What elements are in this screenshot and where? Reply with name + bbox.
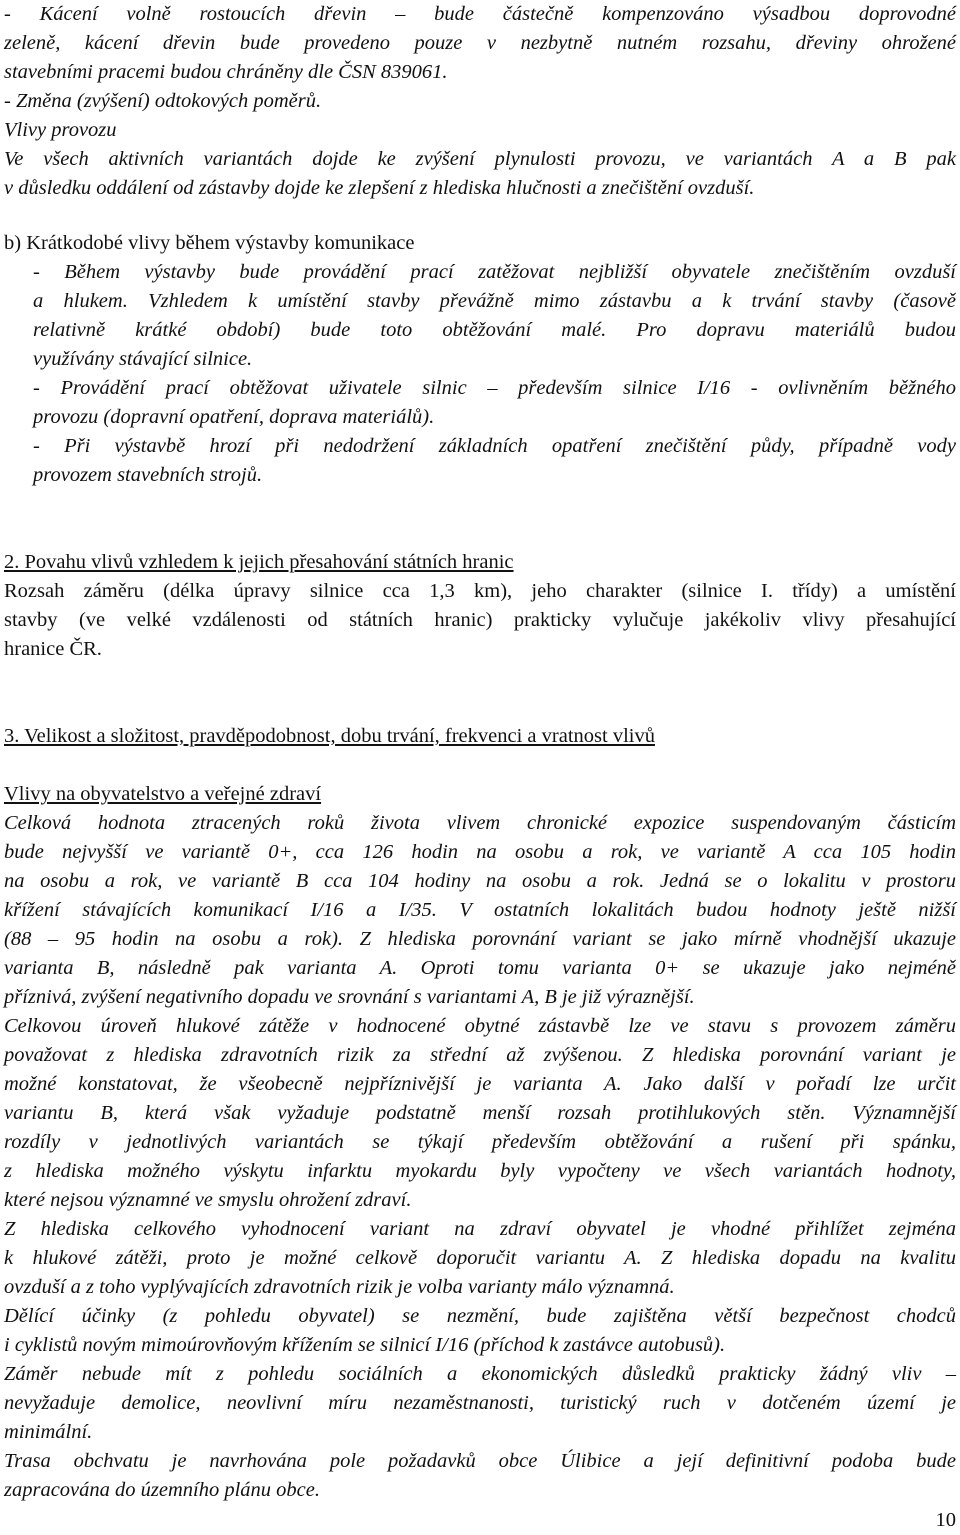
- text-line: považovat z hlediska zdravotních rizik za střední až zvýšenou. Z hlediska porovnání variant je: [4, 1044, 956, 1066]
- text-line: bude nejvyšší ve variantě 0+, cca 126 hodin na osobu a rok, ve variantě A cca 105 hodin: [4, 841, 956, 863]
- section-heading: 3. Velikost a složitost, pravděpodobnost, dobu trvání, frekvenci a vratnost vlivů: [4, 725, 655, 747]
- text-line: využívány stávající silnice.: [33, 348, 253, 370]
- text-line: Rozsah záměru (délka úpravy silnice cca 1,3 km), jeho charakter (silnice I. třídy) a umístění: [4, 580, 956, 602]
- text-line: rozdíly v jednotlivých variantách se týkají především obtěžování a rušení při spánku,: [4, 1131, 956, 1153]
- text-line: relativně krátké období) bude toto obtěžování malé. Pro dopravu materiálů budou: [33, 319, 956, 341]
- text-line: Celková hodnota ztracených roků života vlivem chronické expozice suspendovaným částicím: [4, 812, 956, 834]
- text-line: zeleně, kácení dřevin bude provedeno pouze v nezbytně nutném rozsahu, dřeviny ohrožené: [4, 32, 956, 54]
- text-line: stavebními pracemi budou chráněny dle ČSN 839061.: [4, 61, 448, 83]
- text-line: - Během výstavby bude provádění prací zatěžovat nejbližší obyvatele znečištěním ovzduší: [33, 261, 956, 283]
- text-line: - Při výstavbě hrozí při nedodržení základních opatření znečištění půdy, případně vody: [33, 435, 956, 457]
- text-line: k hlukové zátěži, proto je možné celkově doporučit variantu A. Z hlediska dopadu na kvalitu: [4, 1247, 956, 1269]
- text-line: - Kácení volně rostoucích dřevin – bude částečně kompenzováno výsadbou doprovodné: [4, 3, 956, 25]
- text-line: varianta B, následně pak varianta A. Oproti tomu varianta 0+ se ukazuje jako nejméně: [4, 957, 956, 979]
- text-line: Trasa obchvatu je navrhována pole požadavků obce Úlibice a její definitivní podoba bude: [4, 1450, 956, 1472]
- text-line: křížení stávajících komunikací I/16 a I/35. V ostatních lokalitách budou hodnoty ještě nižší: [4, 899, 956, 921]
- text-line: stavby (ve velké vzdálenosti od státních hranic) prakticky vylučuje jakékoliv vlivy přesahující: [4, 609, 956, 631]
- text-line: - Změna (zvýšení) odtokových poměrů.: [4, 90, 322, 112]
- text-line: z hlediska možného výskytu infarktu myokardu byly vypočteny ve všech variantách hodnoty,: [4, 1160, 956, 1182]
- text-line: provozem stavebních strojů.: [33, 464, 263, 486]
- text-line: variantu B, která však vyžaduje podstatně menší rozsah protihlukových stěn. Významnější: [4, 1102, 956, 1124]
- text-line: které nejsou významné ve smyslu ohrožení zdraví.: [4, 1189, 412, 1211]
- text-line: i cyklistů novým mimoúrovňovým křížením se silnicí I/16 (příchod k zastávce autobusů).: [4, 1334, 726, 1356]
- page-number: 10: [935, 1509, 956, 1531]
- text-line: ovzduší a z toho vyplývajících zdravotních rizik je volba varianty málo významná.: [4, 1276, 675, 1298]
- text-line: a hlukem. Vzhledem k umístění stavby převážně mimo zástavbu a k trvání stavby (časově: [33, 290, 956, 312]
- text-line: na osobu a rok, ve variantě B cca 104 hodiny na osobu a rok. Jedná se o lokalitu v prostoru: [4, 870, 956, 892]
- text-line: Záměr nebude mít z pohledu sociálních a ekonomických důsledků prakticky žádný vliv –: [4, 1363, 956, 1385]
- text-line: Z hlediska celkového vyhodnocení variant na zdraví obyvatel je vhodné přihlížet zejména: [4, 1218, 956, 1240]
- subsection-heading: b) Krátkodobé vlivy během výstavby komunikace: [4, 232, 415, 254]
- text-line: (88 – 95 hodin na osobu a rok). Z hlediska porovnání variant se jako mírně vhodnější ukazuje: [4, 928, 956, 950]
- text-line: zapracována do územního plánu obce.: [4, 1479, 320, 1501]
- text-line: provozu (dopravní opatření, doprava materiálů).: [33, 406, 435, 428]
- text-line: - Provádění prací obtěžovat uživatele silnic – především silnice I/16 - ovlivněním běžného: [33, 377, 956, 399]
- text-line: Dělící účinky (z pohledu obyvatel) se nezmění, bude zajištěna větší bezpečnost chodců: [4, 1305, 956, 1327]
- text-line: příznivá, zvýšení negativního dopadu ve srovnání s variantami A, B je již výraznější.: [4, 986, 695, 1008]
- text-line: Celkovou úroveň hlukové zátěže v hodnocené obytné zástavbě lze ve stavu s provozem záměru: [4, 1015, 956, 1037]
- subsection-heading: Vlivy na obyvatelstvo a veřejné zdraví: [4, 783, 322, 805]
- subsection-title: Vlivy provozu: [4, 119, 117, 141]
- text-line: Ve všech aktivních variantách dojde ke zvýšení plynulosti provozu, ve variantách A a B pak: [4, 148, 956, 170]
- text-line: v důsledku oddálení od zástavby dojde ke zlepšení z hlediska hlučnosti a znečištění ovzduší.: [4, 177, 755, 199]
- section-heading: 2. Povahu vlivů vzhledem k jejich přesahování státních hranic: [4, 551, 514, 573]
- text-line: minimální.: [4, 1421, 93, 1443]
- text-line: hranice ČR.: [4, 638, 102, 660]
- text-line: možné konstatovat, že všeobecně nejpříznivější je varianta A. Jako další v pořadí lze určit: [4, 1073, 956, 1095]
- text-line: nevyžaduje demolice, neovlivní míru nezaměstnanosti, turistický ruch v dotčeném území je: [4, 1392, 956, 1414]
